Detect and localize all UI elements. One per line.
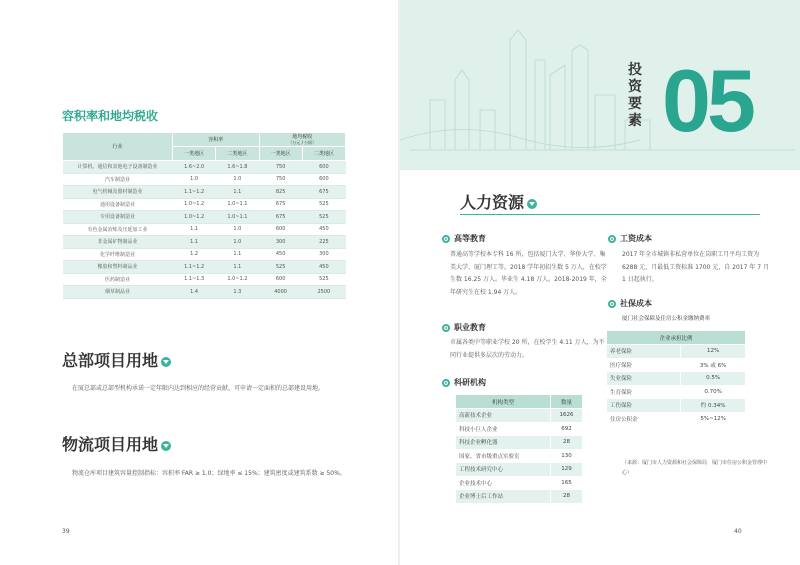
page-number-left: 39 [62, 528, 70, 535]
type-cell: 企业技术中心 [456, 476, 551, 490]
social-caption: 厦门社会保障及住房公积金缴纳费率 [622, 316, 711, 322]
value-cell: 1.0~1.2 [173, 198, 216, 211]
table-row [63, 286, 346, 299]
value-cell: 525 [302, 211, 345, 224]
th-rate: 企业承担比例 [607, 331, 746, 345]
hq-title: 总部项目用地 [62, 348, 171, 371]
value-cell: 1.0 [216, 173, 259, 186]
value-cell: 1.1 [173, 236, 216, 249]
type-cell: 科技企业孵化器 [456, 436, 551, 450]
value-cell: 1.1~1.3 [173, 273, 216, 286]
industry-cell: 汽车制造业 [63, 173, 173, 186]
th-far-zone2: 二类地区 [216, 147, 259, 161]
edu-title: 高等教育 [442, 233, 486, 244]
section-vertical-title: 投资要素 [628, 62, 642, 129]
value-cell: 450 [302, 261, 345, 274]
table-row [63, 186, 346, 199]
table-row [607, 345, 746, 359]
value-cell: 1.6~1.8 [216, 161, 259, 174]
industry-cell: 通用设备制造业 [63, 198, 173, 211]
value-cell: 1.0~1.2 [216, 273, 259, 286]
type-cell: 企业博士后工作站 [456, 490, 551, 504]
wage-title: 工资成本 [608, 233, 652, 244]
th-tax-zone2: 二类地区 [302, 147, 345, 161]
rate-cell: 12% [681, 345, 746, 359]
insurance-cell: 工伤保险 [607, 399, 681, 413]
rate-cell: 约 0.34% [681, 399, 746, 413]
right-page [400, 0, 800, 565]
industry-cell: 有色金属冶炼及压延加工业 [63, 223, 173, 236]
industry-cell: 化学纤维制造业 [63, 248, 173, 261]
table-row [456, 490, 583, 504]
hero-banner [400, 0, 800, 170]
table-row [63, 248, 346, 261]
table-row [607, 372, 746, 386]
value-cell: 825 [259, 186, 302, 199]
type-cell: 工程技术研究中心 [456, 463, 551, 477]
th-industry: 行业 [63, 133, 173, 161]
industry-cell: 橡胶和塑料制品业 [63, 261, 173, 274]
table-row [456, 449, 583, 463]
value-cell: 1.0 [173, 173, 216, 186]
value-cell: 450 [302, 223, 345, 236]
table-row [456, 463, 583, 477]
value-cell: 750 [259, 161, 302, 174]
insurance-cell: 住房公积金 [607, 412, 681, 426]
table-row [63, 273, 346, 286]
value-cell: 1.0 [216, 236, 259, 249]
value-cell: 525 [302, 198, 345, 211]
table-row [63, 236, 346, 249]
industry-cell: 专用设备制造业 [63, 211, 173, 224]
value-cell: 2500 [302, 286, 345, 299]
count-cell: 28 [551, 436, 583, 450]
industry-cell: 计算机、通信和其他电子设备制造业 [63, 161, 173, 174]
table-row [456, 422, 583, 436]
wage-text: 2017 年全市城镇非私营单位在岗职工月平均工资为 6288 元，月最低工资标准 1700 元，自 2017 年 7 月 1 日起执行。 [622, 251, 769, 283]
far-tax-table [62, 132, 346, 299]
logistics-text: 物流仓库项目建筑容量控制指标：容积率 FAR ≥ 1.0；绿地率 ≤ 15%；建筑密度或建筑系数 ≥ 50%。 [72, 470, 346, 477]
divider [460, 214, 760, 215]
social-table [606, 330, 746, 426]
type-cell: 国家、省市级重点实验室 [456, 449, 551, 463]
social-title: 社保成本 [608, 298, 652, 309]
industry-cell: 烟草制品业 [63, 286, 173, 299]
value-cell: 225 [302, 236, 345, 249]
count-cell: 1626 [551, 409, 583, 423]
value-cell: 600 [259, 223, 302, 236]
value-cell: 1.4 [173, 286, 216, 299]
insurance-cell: 生育保险 [607, 385, 681, 399]
research-table [455, 394, 583, 504]
value-cell: 600 [302, 173, 345, 186]
chevron-down-icon [527, 199, 537, 209]
table-row [607, 385, 746, 399]
value-cell: 1.1~1.2 [173, 261, 216, 274]
table-row [63, 161, 346, 174]
value-cell: 1.0 [216, 223, 259, 236]
rate-cell: 0.70% [681, 385, 746, 399]
value-cell: 675 [302, 186, 345, 199]
value-cell: 1.3 [216, 286, 259, 299]
insurance-cell: 失业保险 [607, 372, 681, 386]
table-row [63, 223, 346, 236]
th-far: 容积率 [173, 133, 260, 147]
rate-cell: 0.5% [681, 372, 746, 386]
hr-title: 人力资源 [460, 190, 537, 213]
value-cell: 1.6~2.0 [173, 161, 216, 174]
bullet-icon [608, 235, 616, 243]
value-cell: 1.1 [216, 248, 259, 261]
count-cell: 129 [551, 463, 583, 477]
value-cell: 600 [259, 273, 302, 286]
th-far-zone1: 一类地区 [173, 147, 216, 161]
section-title-far-tax: 容积率和地均税收 [62, 109, 159, 123]
value-cell: 1.0~1.1 [216, 211, 259, 224]
type-cell: 高新技术企业 [456, 409, 551, 423]
rate-cell: 3% 或 6% [681, 358, 746, 372]
hq-text: 在厦总部或总部型机构承诺一定年限内达到相应的经营贡献，可申请一定面积的总部建设用地。 [72, 385, 325, 392]
industry-cell: 医药制造业 [63, 273, 173, 286]
value-cell: 1.0~1.2 [173, 211, 216, 224]
value-cell: 300 [302, 248, 345, 261]
page-number-right: 40 [734, 528, 742, 535]
th-count: 数量 [551, 395, 583, 409]
sci-title: 科研机构 [442, 377, 486, 388]
count-cell: 692 [551, 422, 583, 436]
table-row [607, 412, 746, 426]
value-cell: 1.1 [216, 261, 259, 274]
section-number: 05 [662, 51, 752, 150]
value-cell: 1.1~1.2 [173, 186, 216, 199]
value-cell: 525 [302, 273, 345, 286]
th-tax: 地均税收 （万元 / 公顷） [259, 133, 346, 147]
value-cell: 675 [259, 211, 302, 224]
bullet-icon [608, 300, 616, 308]
table-row [63, 173, 346, 186]
table-row [607, 399, 746, 413]
value-cell: 600 [302, 161, 345, 174]
value-cell: 1.2 [173, 248, 216, 261]
industry-cell: 非金属矿物制品业 [63, 236, 173, 249]
chevron-down-icon [161, 357, 171, 367]
value-cell: 675 [259, 198, 302, 211]
table-row [63, 198, 346, 211]
value-cell: 525 [259, 261, 302, 274]
table-row [63, 261, 346, 274]
type-cell: 科技小巨人企业 [456, 422, 551, 436]
table-row [63, 211, 346, 224]
value-cell: 300 [259, 236, 302, 249]
table-row [607, 358, 746, 372]
logistics-title: 物流项目用地 [62, 432, 171, 455]
count-cell: 28 [551, 490, 583, 504]
th-tax-zone1: 一类地区 [259, 147, 302, 161]
value-cell: 1.1 [173, 223, 216, 236]
count-cell: 165 [551, 476, 583, 490]
value-cell: 1.0~1.1 [216, 198, 259, 211]
table-row [456, 436, 583, 450]
insurance-cell: 医疗保险 [607, 358, 681, 372]
bullet-icon [442, 235, 450, 243]
rate-cell: 5%~12% [681, 412, 746, 426]
voc-title: 职业教育 [442, 322, 486, 333]
industry-cell: 电气机械及器材制造业 [63, 186, 173, 199]
value-cell: 450 [259, 248, 302, 261]
edu-text: 普通高等学校本专科 16 所，包括厦门大学、华侨大学、集美大学、厦门理工等。2018 学年初招生数 5 万人，在校学生数 16.25 万人。毕业生 4.18 万人。2018-2019 年，全年研究生在校 1.94 万人。 [450, 251, 607, 296]
source-note: （来源：厦门市人力资源和社会保障局 厦门市住房公积金管理中心） [622, 460, 768, 476]
value-cell: 1.1 [216, 186, 259, 199]
bullet-icon [442, 379, 450, 387]
count-cell: 130 [551, 449, 583, 463]
chevron-down-icon [161, 441, 171, 451]
value-cell: 750 [259, 173, 302, 186]
bullet-icon [442, 324, 450, 332]
insurance-cell: 养老保险 [607, 345, 681, 359]
table-row [456, 476, 583, 490]
value-cell: 4000 [259, 286, 302, 299]
th-type: 机构类型 [456, 395, 551, 409]
table-row [456, 409, 583, 423]
voc-text: 市属各类中等职业学校 20 所，在校学生 4.11 万人，为不同行业提供多层次的劳动力。 [450, 339, 605, 359]
